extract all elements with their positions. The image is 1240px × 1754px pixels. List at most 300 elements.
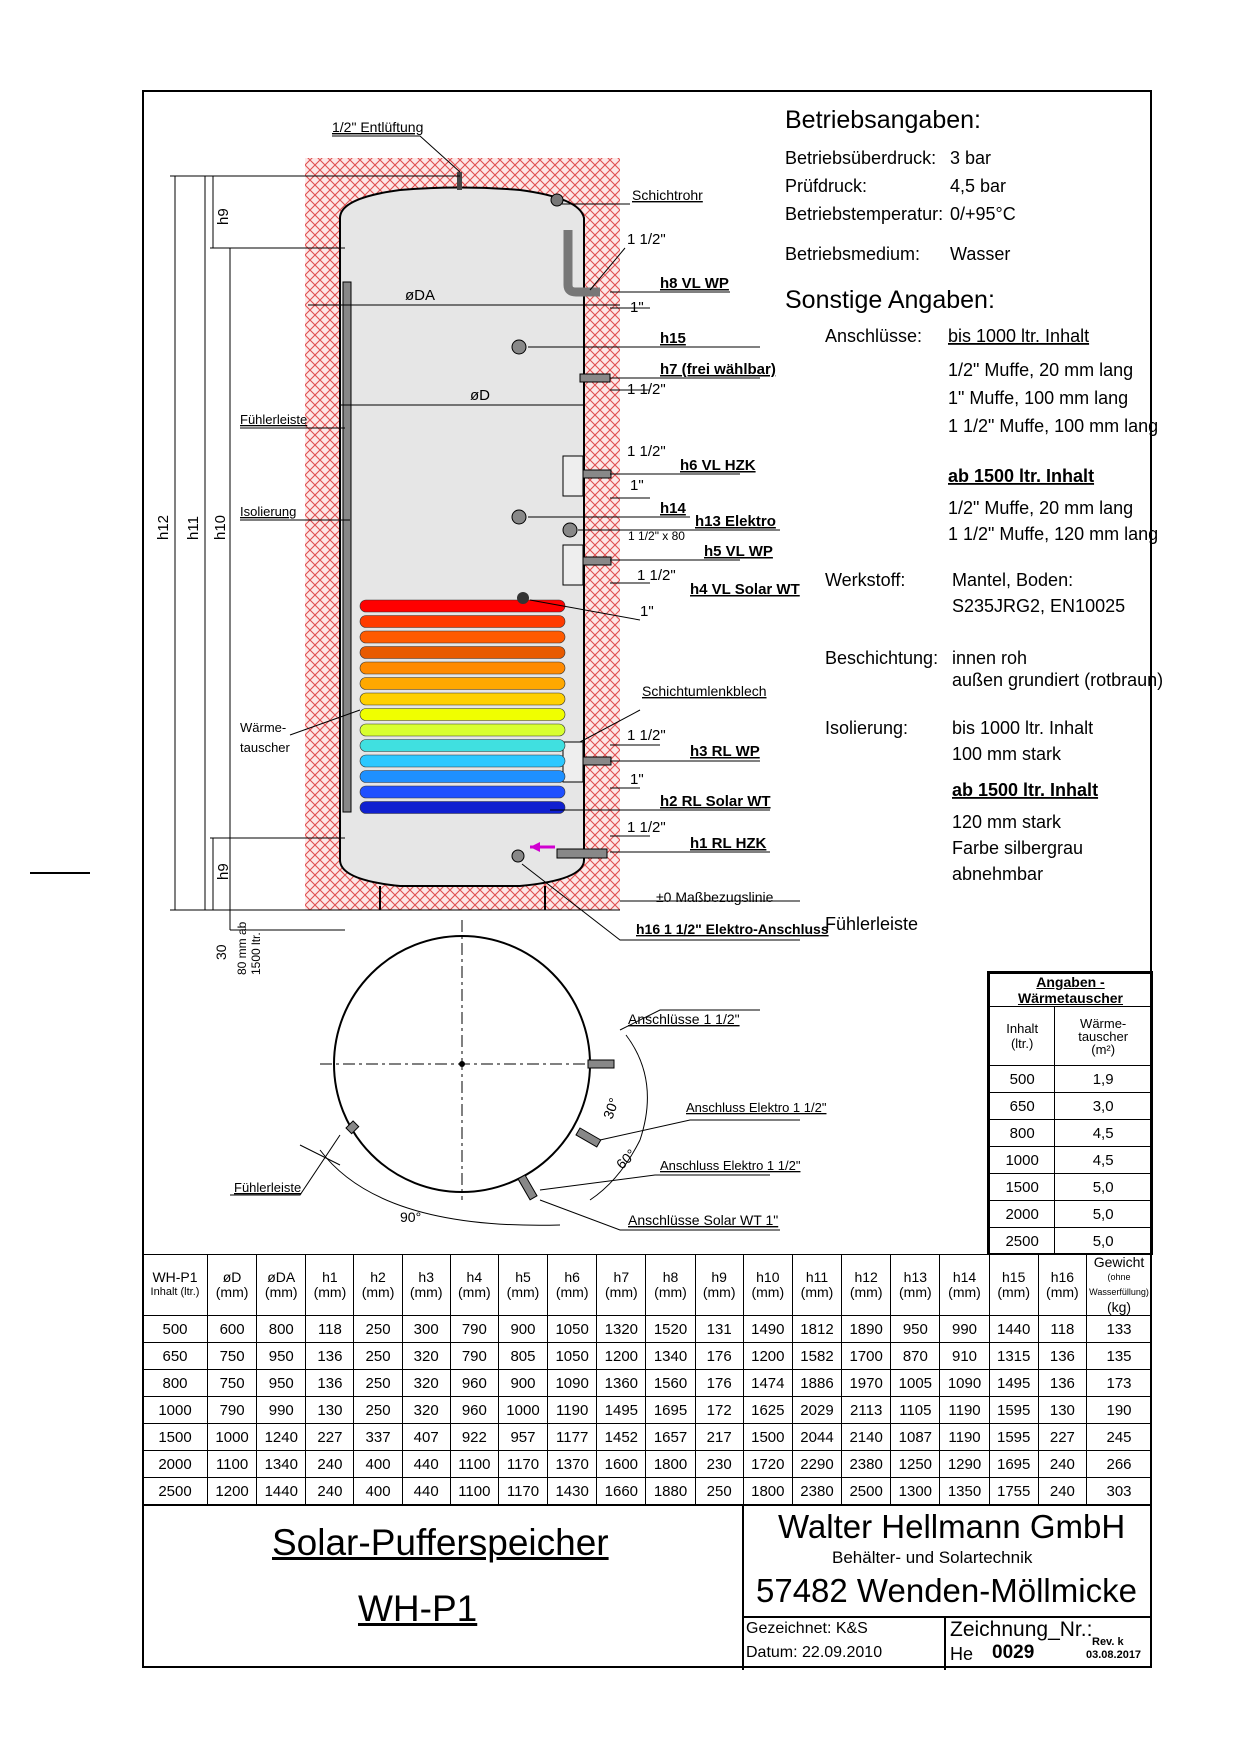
drawing-label: tauscher [240,740,290,755]
drawing-label: h6 VL HZK [680,457,756,474]
drawing-label: innen roh [952,648,1028,668]
dim-header: øD (mm) [208,1255,257,1316]
hx-row [990,1120,1152,1147]
dim-cell: 1657 [646,1424,695,1451]
dim-header: h11 (mm) [792,1255,841,1316]
dim-cell: 1500 [743,1424,792,1451]
dim-cell: 1880 [646,1478,695,1505]
coil-turn [360,709,565,721]
dim-cell: 133 [1087,1316,1152,1343]
operating-value: 3 bar [950,148,992,168]
dim-cell: 1100 [208,1451,257,1478]
drawing-label: h15 [660,330,686,347]
dim-cell: 1886 [792,1370,841,1397]
drawing-label: Werkstoff: [825,570,906,590]
drawing-label: Anschluss Elektro 1 1/2" [686,1100,827,1115]
sensor-bar [343,282,351,812]
drawing-label: h13 Elektro [695,513,776,530]
dim-cell: 1090 [940,1370,989,1397]
dim-cell: 900 [498,1370,547,1397]
dim-header: h14 (mm) [940,1255,989,1316]
drawing-label: ab 1500 ltr. Inhalt [952,780,1099,800]
drawing-label: 1 1/2" [627,727,666,744]
drawing-label: h12 [155,514,172,540]
drawing-label: 1 1/2" [627,381,666,398]
dim-cell: 1800 [743,1478,792,1505]
dim-cell: 1595 [989,1397,1038,1424]
dim-cell: 1050 [548,1343,597,1370]
dim-cell: 1005 [891,1370,940,1397]
dim-cell: 950 [891,1316,940,1343]
dim-cell: 190 [1087,1397,1152,1424]
other-heading: Sonstige Angaben: [785,286,995,314]
drawing-label: 1" [630,771,644,788]
dim-header: h2 (mm) [354,1255,402,1316]
hx-row [990,1201,1152,1228]
operating-label: Betriebstemperatur: [785,204,944,224]
drawing-label: 1 1/2" [637,567,676,584]
drawing-label: 60° [612,1145,640,1173]
drawing-label: h14 [660,500,686,517]
hx-cell: 650 [990,1093,1055,1120]
dim-cell: 303 [1087,1478,1152,1505]
dim-cell: 790 [450,1343,498,1370]
drawing-label: øD [470,387,490,404]
drawing-label: 30 [213,944,229,960]
hx-cell: 5,0 [1055,1174,1152,1201]
dim-cell: 440 [402,1451,450,1478]
drawing-label: 120 mm stark [952,812,1062,832]
dim-header: h7 (mm) [597,1255,646,1316]
dim-cell: 1300 [891,1478,940,1505]
drawing-label: h16 1 1/2" Elektro-Anschluss [636,921,829,937]
dim-cell: 1200 [743,1343,792,1370]
hx-row [990,1093,1152,1120]
dim-cell: 245 [1087,1424,1152,1451]
dim-cell: 1340 [257,1451,306,1478]
dim-cell: 1430 [548,1478,597,1505]
dim-cell: 131 [695,1316,743,1343]
dim-cell: 600 [208,1316,257,1343]
dimension-table [142,1254,1152,1505]
dim-cell: 790 [450,1316,498,1343]
dim-cell: 1600 [597,1451,646,1478]
hx-cell: 2500 [990,1228,1055,1255]
drawing-label: 1/2" Muffe, 20 mm lang [948,498,1134,518]
dim-cell: 900 [498,1316,547,1343]
drawing-date: Datum: 22.09.2010 [746,1644,883,1661]
drawing-label: 1 1/2" Muffe, 120 mm lang [948,524,1159,544]
operating-label: Betriebsüberdruck: [785,148,937,168]
dim-cell: 1000 [143,1397,208,1424]
hx-cell: 3,0 [1055,1093,1152,1120]
title-block [142,1504,1152,1670]
dim-header: h8 (mm) [646,1255,695,1316]
drawing-label: außen grundiert (rotbraun) [952,670,1164,690]
dim-header: h13 (mm) [891,1255,940,1316]
dim-cell: 176 [695,1343,743,1370]
dim-cell: 1350 [940,1478,989,1505]
dim-cell: 1240 [257,1424,306,1451]
drawing-label: 90° [400,1209,422,1225]
coil-turn [360,662,565,674]
drawing-label: øDA [405,287,435,304]
dim-cell: 400 [354,1451,402,1478]
dim-cell: 250 [354,1370,402,1397]
dim-cell: 1440 [989,1316,1038,1343]
dim-cell: 960 [450,1397,498,1424]
dim-cell: 135 [1087,1343,1152,1370]
dim-cell: 1087 [891,1424,940,1451]
company-name: Walter Hellmann GmbH [778,1508,1126,1545]
hx-cell: 800 [990,1120,1055,1147]
drawing-label: 1/2" Entlüftung [332,119,424,135]
dim-cell: 1090 [548,1370,597,1397]
operating-label: Prüfdruck: [785,176,868,196]
coil-turn [360,724,565,736]
hx-row [990,1228,1152,1255]
coil-turn [360,693,565,705]
operating-value: 0/+95°C [950,204,1016,224]
drawing-label: h11 [185,516,202,540]
dim-cell: 1340 [646,1343,695,1370]
dim-cell: 1595 [989,1424,1038,1451]
dim-cell: 500 [143,1316,208,1343]
dim-cell: 990 [940,1316,989,1343]
dim-cell: 118 [306,1316,354,1343]
dim-cell: 1000 [208,1424,257,1451]
dim-cell: 130 [306,1397,354,1424]
drawing-label: Beschichtung: [825,648,939,668]
dim-cell: 227 [306,1424,354,1451]
dim-cell: 1474 [743,1370,792,1397]
dim-row [143,1424,1152,1451]
dim-cell: 400 [354,1478,402,1505]
dim-header: h3 (mm) [402,1255,450,1316]
drawing-label: Schichtumlenkblech [642,683,767,699]
dim-row [143,1397,1152,1424]
coil-turn [360,616,565,628]
dim-cell: 1000 [498,1397,547,1424]
drawing-label: Fühlerleiste [825,914,919,934]
operating-heading: Betriebsangaben: [785,106,981,134]
dim-cell: 790 [208,1397,257,1424]
dim-cell: 136 [306,1343,354,1370]
dim-cell: 2000 [143,1451,208,1478]
dim-cell: 240 [306,1478,354,1505]
hx-col-volume: Inhalt (ltr.) [990,1007,1055,1066]
drawing-label: 1" [630,477,644,494]
drawing-label: Anschlüsse Solar WT 1" [628,1212,779,1228]
hx-col-area: Wärme- tauscher (m²) [1055,1007,1152,1066]
dim-cell: 1200 [597,1343,646,1370]
dim-cell: 1105 [891,1397,940,1424]
revision: Rev. k [1092,1636,1124,1648]
dim-header: h9 (mm) [695,1255,743,1316]
dim-cell: 1520 [646,1316,695,1343]
dim-header: h6 (mm) [548,1255,597,1316]
drawing-label: h3 RL WP [690,743,760,760]
dim-cell: 250 [695,1478,743,1505]
dim-cell: 1190 [940,1424,989,1451]
hx-row [990,1174,1152,1201]
drawn-by: Gezeichnet: K&S [746,1620,868,1637]
dim-cell: 1177 [548,1424,597,1451]
drawing-label: 1500 ltr. [249,932,263,975]
drawing-label: h1 RL HZK [690,835,767,852]
dim-cell: 440 [402,1478,450,1505]
coil-turn [360,647,565,659]
dim-cell: 1320 [597,1316,646,1343]
drawing-label: 1 1/2" x 80 [628,529,685,543]
drawing-label: 1 1/2" Muffe, 100 mm lang [948,416,1159,436]
drawing-label: 1" [630,299,644,316]
drawing-label: bis 1000 ltr. Inhalt [948,326,1090,346]
dim-cell: 2290 [792,1451,841,1478]
dim-cell: 240 [1038,1451,1086,1478]
dim-cell: 1190 [940,1397,989,1424]
dim-cell: 1720 [743,1451,792,1478]
drawing-label: 100 mm stark [952,744,1062,764]
dim-cell: 136 [1038,1370,1086,1397]
dim-cell: 118 [1038,1316,1086,1343]
dim-cell: 130 [1038,1397,1086,1424]
drawing-label: 1 1/2" [627,819,666,836]
dim-cell: 805 [498,1343,547,1370]
dim-cell: 320 [402,1397,450,1424]
drawing-label: h9 [215,208,232,225]
title-left [142,1506,744,1670]
dim-cell: 1050 [548,1316,597,1343]
hx-cell: 1500 [990,1174,1055,1201]
dim-cell: 1695 [646,1397,695,1424]
dim-cell: 250 [354,1343,402,1370]
dim-cell: 1660 [597,1478,646,1505]
drawing-label: Mantel, Boden: [952,570,1074,590]
vent-pipe [457,172,462,190]
dim-row [143,1316,1152,1343]
dim-cell: 1250 [891,1451,940,1478]
dim-cell: 650 [143,1343,208,1370]
dim-cell: 1890 [842,1316,891,1343]
hx-title: Angaben - Wärmetauscher [990,974,1152,1007]
model-title: WH-P1 [358,1588,478,1629]
dim-header: h12 (mm) [842,1255,891,1316]
dim-cell: 950 [257,1370,306,1397]
drawing-label: h10 [212,514,229,540]
dim-cell: 136 [1038,1343,1086,1370]
plan-view [230,920,827,1230]
revision-date: 03.08.2017 [1086,1649,1142,1661]
dim-cell: 1490 [743,1316,792,1343]
coil-turn [360,600,565,612]
drawing-label: Anschlüsse: [825,326,923,346]
dim-cell: 1315 [989,1343,1038,1370]
drawing-label: abnehmbar [952,864,1044,884]
drawing-number-label: Zeichnung_Nr.: [950,1618,1093,1641]
dim-cell: 1500 [143,1424,208,1451]
dim-cell: 1625 [743,1397,792,1424]
drawing-label: ±0 Maßbezugslinie [656,889,774,905]
dim-cell: 2140 [842,1424,891,1451]
dim-cell: 1495 [597,1397,646,1424]
drawing-label: S235JRG2, EN10025 [952,596,1126,616]
drawing-label: ab 1500 ltr. Inhalt [948,466,1095,486]
dim-cell: 1452 [597,1424,646,1451]
dim-cell: 227 [1038,1424,1086,1451]
dim-cell: 300 [402,1316,450,1343]
dim-cell: 800 [143,1370,208,1397]
dim-cell: 1190 [548,1397,597,1424]
drawing-label: Isolierung [240,504,297,519]
dim-cell: 750 [208,1370,257,1397]
dim-cell: 870 [891,1343,940,1370]
dim-cell: 2500 [842,1478,891,1505]
dim-cell: 266 [1087,1451,1152,1478]
drawing-label: 1 1/2" [627,443,666,460]
dim-cell: 136 [306,1370,354,1397]
dim-cell: 957 [498,1424,547,1451]
dim-cell: 910 [940,1343,989,1370]
dim-cell: 230 [695,1451,743,1478]
hx-cell: 5,0 [1055,1228,1152,1255]
dim-cell: 2380 [842,1451,891,1478]
drawing-label: Isolierung: [825,718,909,738]
dim-cell: 1812 [792,1316,841,1343]
dim-cell: 1582 [792,1343,841,1370]
operating-value: Wasser [950,244,1011,264]
dim-header: h1 (mm) [306,1255,354,1316]
drawing-label: Fühlerleiste [240,412,308,427]
drawing-label: Anschluss Elektro 1 1/2" [660,1158,801,1173]
dim-cell: 990 [257,1397,306,1424]
dim-cell: 337 [354,1424,402,1451]
dim-cell: 750 [208,1343,257,1370]
drawing-label: 80 mm ab [235,921,249,975]
dim-row [143,1370,1152,1397]
dim-row [143,1451,1152,1478]
dim-header: Gewicht (ohne Wasserfüllung) (kg) [1087,1255,1152,1316]
dim-cell: 1970 [842,1370,891,1397]
coil-turn [360,786,565,798]
operating-label: Betriebsmedium: [785,244,921,264]
dim-cell: 250 [354,1397,402,1424]
dim-cell: 960 [450,1370,498,1397]
drawing-label: 1/2" Muffe, 20 mm lang [948,360,1134,380]
dim-cell: 1495 [989,1370,1038,1397]
dim-cell: 1360 [597,1370,646,1397]
dim-cell: 217 [695,1424,743,1451]
dim-cell: 176 [695,1370,743,1397]
dim-header: h16 (mm) [1038,1255,1086,1316]
dim-cell: 240 [1038,1478,1086,1505]
hx-cell: 4,5 [1055,1147,1152,1174]
dim-row [143,1343,1152,1370]
drawing-number-prefix: He [950,1644,974,1664]
drawing-label: Schichtrohr [632,187,703,203]
dim-cell: 1290 [940,1451,989,1478]
dim-header: h10 (mm) [743,1255,792,1316]
company-address: 57482 Wenden-Möllmicke [756,1572,1137,1609]
drawing-label: Fühlerleiste [234,1180,302,1195]
dim-cell: 1200 [208,1478,257,1505]
drawing-label: Anschlüsse 1 1/2" [628,1011,740,1027]
dim-cell: 922 [450,1424,498,1451]
drawing-label: h8 VL WP [660,275,729,292]
dim-header: h5 (mm) [498,1255,547,1316]
drawing-label: 1" [640,603,654,620]
dim-header: h15 (mm) [989,1255,1038,1316]
dim-row [143,1478,1152,1505]
hx-cell: 1,9 [1055,1066,1152,1093]
dim-cell: 2500 [143,1478,208,1505]
coil-turn [360,771,565,783]
hx-cell: 2000 [990,1201,1055,1228]
hx-row [990,1066,1152,1093]
product-title: Solar-Pufferspeicher [272,1522,609,1563]
coil-turn [360,740,565,752]
dim-cell: 1440 [257,1478,306,1505]
operating-value: 4,5 bar [950,176,1007,196]
coil-turn [360,631,565,643]
drawing-label: h4 VL Solar WT [690,581,800,598]
dim-cell: 1800 [646,1451,695,1478]
dim-cell: 1170 [498,1478,547,1505]
hx-cell: 500 [990,1066,1055,1093]
dim-cell: 1755 [989,1478,1038,1505]
dim-cell: 950 [257,1343,306,1370]
dim-header: øDA (mm) [257,1255,306,1316]
dim-cell: 240 [306,1451,354,1478]
hx-cell: 4,5 [1055,1120,1152,1147]
dim-cell: 407 [402,1424,450,1451]
drawing-label: h7 (frei wählbar) [660,361,776,378]
dim-cell: 172 [695,1397,743,1424]
dim-cell: 1100 [450,1451,498,1478]
coil-turn [360,678,565,690]
hx-cell: 1000 [990,1147,1055,1174]
heat-exchanger-table [989,973,1152,1255]
coil-turn [360,755,565,767]
drawing-number: 0029 [992,1642,1035,1663]
drawing-label: 1" Muffe, 100 mm lang [948,388,1129,408]
dim-cell: 800 [257,1316,306,1343]
drawing-label: h9 [215,863,232,880]
dim-cell: 2113 [842,1397,891,1424]
drawing-label: h2 RL Solar WT [660,793,771,810]
drawing-label: Wärme- [240,720,287,735]
drawing-label: h5 VL WP [704,543,773,560]
dim-cell: 320 [402,1343,450,1370]
dim-cell: 1560 [646,1370,695,1397]
dim-cell: 1370 [548,1451,597,1478]
dim-cell: 2029 [792,1397,841,1424]
drawing-label: Farbe silbergrau [952,838,1084,858]
dim-cell: 1170 [498,1451,547,1478]
dim-cell: 2380 [792,1478,841,1505]
dim-cell: 1700 [842,1343,891,1370]
drawing-label: 1 1/2" [627,231,666,248]
dim-header: h4 (mm) [450,1255,498,1316]
dim-cell: 1695 [989,1451,1038,1478]
company-subtitle: Behälter- und Solartechnik [832,1548,1033,1567]
hx-row [990,1147,1152,1174]
drawing-label: bis 1000 ltr. Inhalt [952,718,1094,738]
dim-header: WH-P1 Inhalt (ltr.) [143,1255,208,1316]
dim-cell: 320 [402,1370,450,1397]
dim-cell: 1100 [450,1478,498,1505]
hx-cell: 5,0 [1055,1201,1152,1228]
